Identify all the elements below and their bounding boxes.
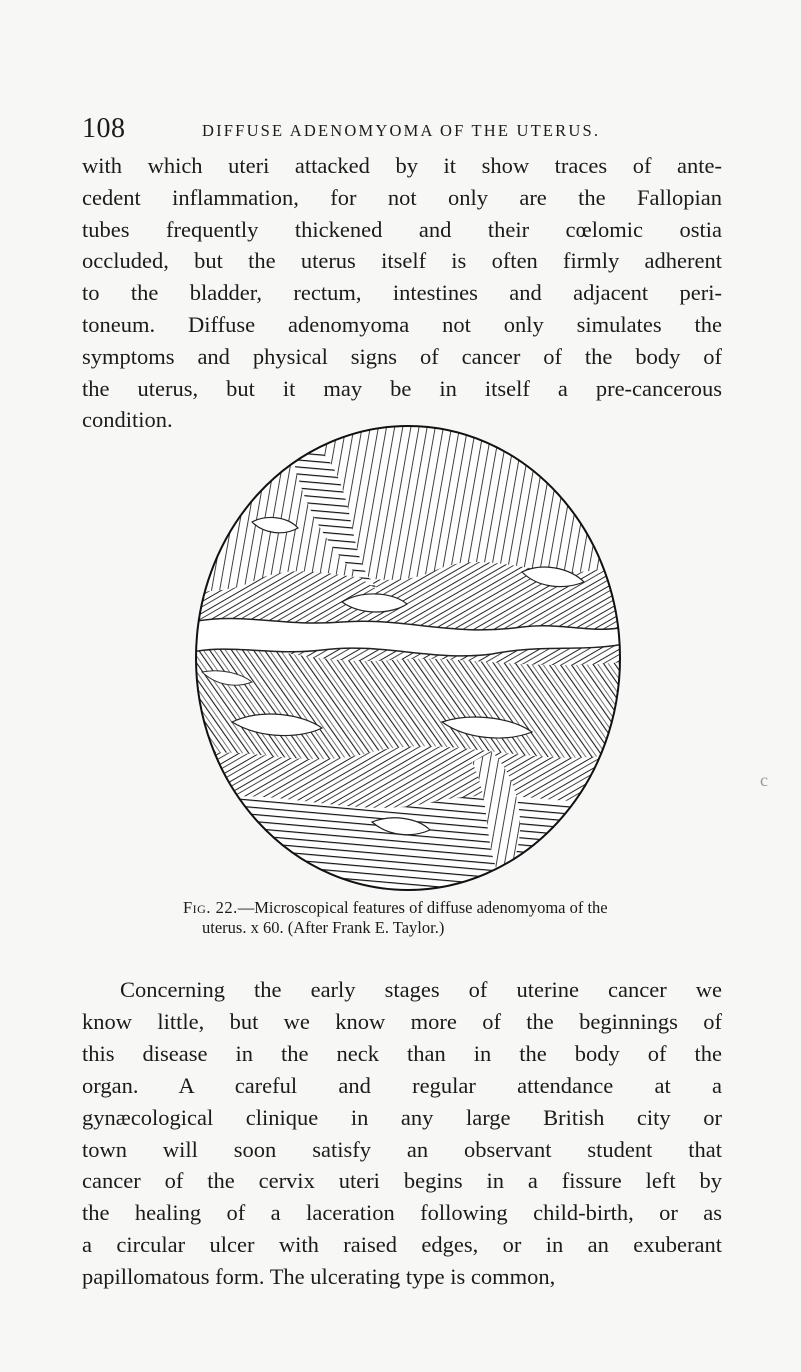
text-line: with which uteri attacked by it show traces of ante- (82, 153, 722, 178)
text-line: Concerning the early stages of uterine cancer we (120, 977, 722, 1002)
running-title: DIFFUSE ADENOMYOMA OF THE UTERUS. (202, 121, 601, 140)
text-line: the healing of a laceration following child-birth, or as (82, 1200, 722, 1226)
figure-label: Fig. 22. (183, 898, 238, 917)
microscopy-illustration (192, 422, 624, 894)
text-line: this disease in the neck than in the body of the (82, 1040, 722, 1066)
figure-caption (183, 898, 743, 938)
text-line: symptoms and physical signs of cancer of the body of (82, 343, 722, 369)
text-line: organ. A careful and regular attendance at a (82, 1072, 722, 1098)
microscopy-figure (192, 422, 624, 894)
text-line: condition. (82, 407, 173, 433)
text-line: know little, but we know more of the beginnings of (82, 1008, 722, 1034)
paragraph-2 (82, 974, 722, 1293)
text-line: occluded, but the uterus itself is often firmly adherent (82, 248, 722, 274)
text-line: cedent inflammation, for not only are the Fallopian (82, 184, 722, 210)
text-line: the uterus, but it may be in itself a pre-cancerous (82, 375, 722, 401)
running-head (82, 113, 722, 147)
text-line: cancer of the cervix uteri begins in a fissure left by (82, 1168, 722, 1194)
caption-text-1: —Microscopical features of diffuse adenomyoma of the (237, 898, 608, 917)
text-line: to the bladder, rectum, intestines and adjacent peri- (82, 280, 722, 306)
caption-line-1 (183, 898, 743, 918)
text-line: papillomatous form. The ulcerating type is common, (82, 1264, 556, 1290)
text-line: gynæcological clinique in any large British city or (82, 1104, 722, 1130)
page-number: 108 (82, 113, 126, 144)
caption-line-2: uterus. x 60. (After Frank E. Taylor.) (202, 918, 445, 937)
text-line: toneum. Diffuse adenomyoma not only simulates the (82, 311, 722, 337)
margin-mark: c (760, 770, 768, 790)
paragraph-1 (82, 150, 722, 436)
text-line: a circular ulcer with raised edges, or in an exuberant (82, 1232, 722, 1258)
text-line: tubes frequently thickened and their cœlomic ostia (82, 216, 722, 242)
text-line: town will soon satisfy an observant student that (82, 1136, 722, 1162)
